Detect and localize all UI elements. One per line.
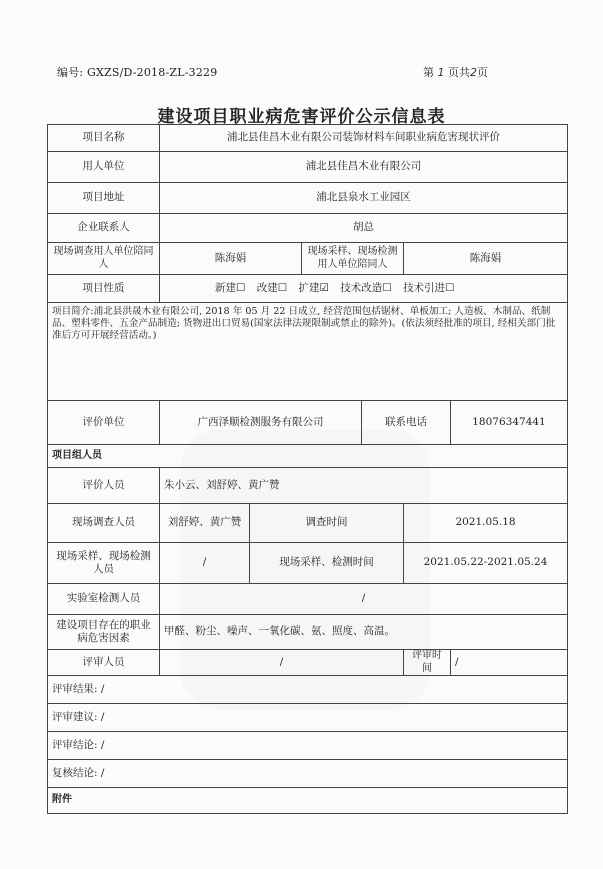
- employer-label: 用人单位: [48, 152, 160, 183]
- hazards-label: 建设项目存在的职业病危害因素: [48, 615, 160, 650]
- row-recheck-conclusion: [48, 760, 568, 788]
- row-evaluator: [48, 401, 568, 445]
- nature-label: 项目性质: [48, 275, 160, 303]
- row-contact: [48, 214, 568, 243]
- team-section-label: 项目组人员: [48, 445, 568, 468]
- row-review-conclusion: [48, 732, 568, 760]
- sampling-time-value: 2021.05.22-2021.05.24: [404, 543, 568, 584]
- sampling-companion-value: 陈海娟: [404, 243, 568, 275]
- survey-staff-label: 现场调查人员: [48, 504, 160, 543]
- evaluators-label: 评价人员: [48, 468, 160, 504]
- sampling-staff-value: /: [160, 543, 250, 584]
- page-title: 建设项目职业病危害评价公示信息表: [157, 107, 446, 127]
- page-suffix: 页: [477, 66, 488, 79]
- row-nature: [48, 275, 568, 303]
- review-result: 评审结果: /: [48, 676, 568, 704]
- survey-time-label: 调查时间: [250, 504, 404, 543]
- row-evaluators: [48, 468, 568, 504]
- document-number: 编号: GXZS/D-2018-ZL-3229: [57, 66, 218, 79]
- survey-companion-label: 现场调查用人单位陪同人: [48, 243, 160, 275]
- sampling-time-label: 现场采样、检测时间: [250, 543, 404, 584]
- phone-label: 联系电话: [362, 401, 451, 445]
- row-review-result: [48, 676, 568, 704]
- row-review-suggestion: [48, 704, 568, 732]
- page-total: 2: [470, 66, 477, 79]
- row-attachment: [48, 788, 568, 814]
- page-current: 1: [437, 66, 445, 79]
- address-value: 浦北县泉水工业园区: [160, 183, 568, 214]
- info-table: [47, 124, 568, 814]
- attachment-label: 附件: [48, 788, 568, 814]
- intro-label: 项目简介:: [52, 306, 94, 317]
- survey-companion-value: 陈海娟: [160, 243, 302, 275]
- hazards-value: 甲醛、粉尘、噪声、一氧化碳、氨、照度、高温。: [160, 615, 568, 650]
- nature-option-expand: 扩建☑: [298, 281, 329, 294]
- nature-option-rebuild: 改建☐: [256, 281, 288, 294]
- review-time-value: /: [451, 650, 568, 676]
- row-intro: [48, 303, 568, 401]
- survey-staff-value: 刘舒婷、黄广赞: [160, 504, 250, 543]
- row-lab-staff: [48, 584, 568, 615]
- evaluator-unit-label: 评价单位: [48, 401, 160, 445]
- row-hazards: [48, 615, 568, 650]
- lab-staff-label: 实验室检测人员: [48, 584, 160, 615]
- row-sampling-staff: [48, 543, 568, 584]
- contact-value: 胡总: [160, 214, 568, 243]
- contact-label: 企业联系人: [48, 214, 160, 243]
- nature-option-tech-import: 技术引进☐: [403, 281, 455, 294]
- page-middle: 页共: [448, 66, 470, 79]
- reviewers-value: /: [160, 650, 404, 676]
- intro-text: 浦北县洪晟木业有限公司, 2018 年 05 月 22 日成立, 经营范围包括锯材、单板加工; 人造板、木制品、纸制品、塑料零件、五金产品制造; 货物进出口贸易(国家法律法规限制或禁止的除外)。(依法须经批准的项目, 经相关部门批准后方可开展经营活动。): [52, 306, 556, 341]
- row-companions: [48, 243, 568, 275]
- row-project-name: [48, 125, 568, 152]
- evaluator-unit-value: 广西泽顺检测服务有限公司: [160, 401, 362, 445]
- row-team-header: [48, 445, 568, 468]
- employer-value: 浦北县佳昌木业有限公司: [160, 152, 568, 183]
- page-number: [423, 64, 488, 80]
- evaluators-value: 朱小云、刘舒婷、黄广赞: [160, 468, 568, 504]
- page-prefix: 第: [423, 66, 434, 79]
- project-name-label: 项目名称: [48, 125, 160, 152]
- project-intro: [48, 303, 568, 401]
- review-suggestion: 评审建议: /: [48, 704, 568, 732]
- row-reviewers: [48, 650, 568, 676]
- lab-staff-value: /: [160, 584, 568, 615]
- nature-options: [160, 275, 568, 303]
- recheck-conclusion: 复核结论: /: [48, 760, 568, 788]
- nature-option-new: 新建☐: [215, 281, 246, 294]
- review-conclusion: 评审结论: /: [48, 732, 568, 760]
- address-label: 项目地址: [48, 183, 160, 214]
- row-employer: [48, 152, 568, 183]
- nature-option-tech-upgrade: 技术改造☐: [340, 281, 392, 294]
- review-time-label: 评审时间: [404, 650, 451, 676]
- sampling-companion-label: 现场采样、现场检测用人单位陪同人: [302, 243, 404, 275]
- phone-value: 18076347441: [451, 401, 568, 445]
- project-name-value: 浦北县佳昌木业有限公司装饰材料车间职业病危害现状评价: [160, 125, 568, 152]
- survey-time-value: 2021.05.18: [404, 504, 568, 543]
- row-address: [48, 183, 568, 214]
- sampling-staff-label: 现场采样、现场检测人员: [48, 543, 160, 584]
- reviewers-label: 评审人员: [48, 650, 160, 676]
- row-survey-staff: [48, 504, 568, 543]
